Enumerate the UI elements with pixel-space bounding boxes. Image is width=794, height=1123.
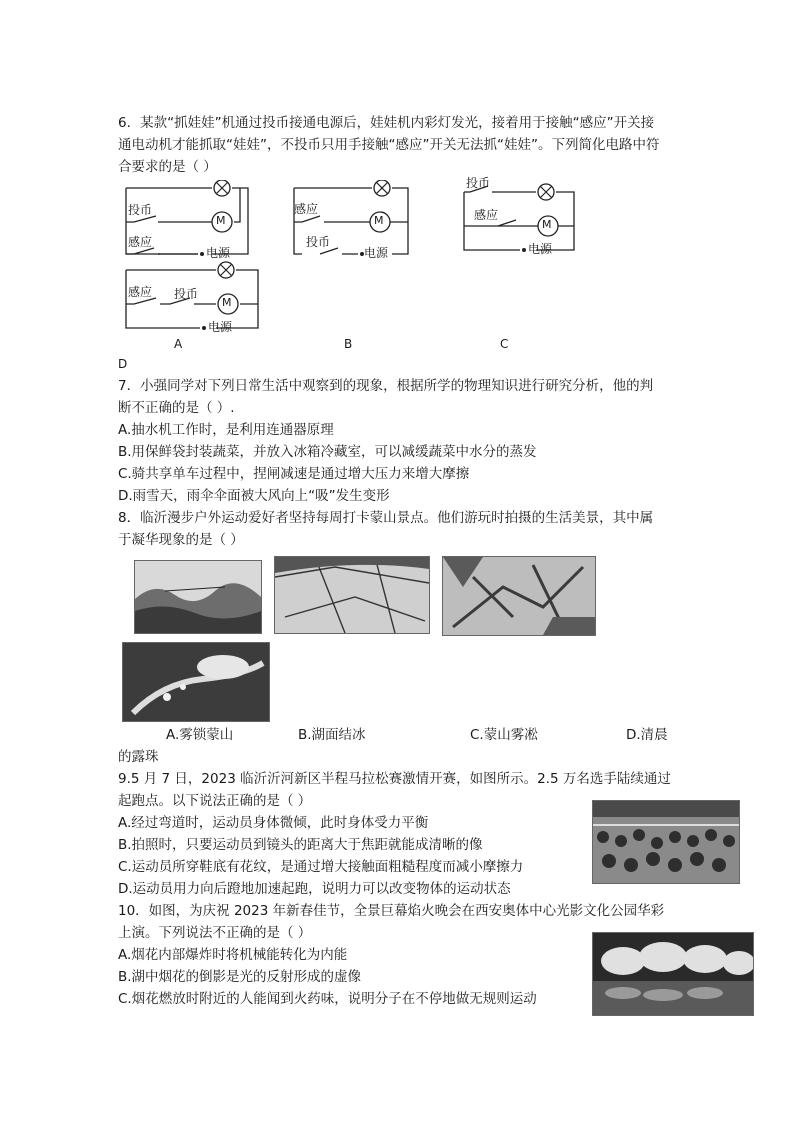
q8-option-d-continued: 的露珠 — [118, 749, 159, 765]
switch-coin-label: 投币 — [128, 203, 153, 217]
q9-stem-line2: 起跑点。以下说法正确的是（ ） — [118, 793, 312, 809]
q6-option-b-label: B — [344, 337, 353, 351]
switch-coin-label: 投币 — [174, 287, 199, 301]
q7-option-c: C.骑共享单车过程中，捏闸减速是通过增大压力来增大摩擦 — [118, 466, 470, 482]
switch-coin-label: 投币 — [306, 235, 331, 249]
switch-sense-label: 感应 — [474, 208, 499, 222]
q7-option-d: D.雨雪天，雨伞伞面被大风向上“吸”发生变形 — [118, 488, 390, 504]
q8-option-c: C.蒙山雾凇 — [470, 727, 538, 743]
q10-stem-line1: 10．如图，为庆祝 2023 年新春佳节，全景巨幕焰火晚会在西安奥体中心光影文化公园华彩 — [118, 903, 665, 919]
q9-option-a: A.经过弯道时，运动员身体微倾，此时身体受力平衡 — [118, 815, 429, 831]
photo-frozen-lake — [274, 556, 430, 634]
q9-option-c: C.运动员所穿鞋底有花纹，是通过增大接触面粗糙程度而减小摩擦力 — [118, 859, 524, 875]
photo-marathon — [592, 800, 740, 884]
q6-option-c-label: C — [500, 337, 509, 351]
q6-option-d-label: D — [118, 357, 128, 371]
q7-stem-line1: 7．小强同学对下列日常生活中观察到的现象，根据所学的物理知识进行研究分析，他的判 — [118, 378, 654, 394]
motor-label: M — [542, 218, 552, 231]
q9-stem-line1: 9.5 月 7 日，2023 临沂沂河新区半程马拉松赛激情开赛，如图所示。2.5 万名选手陆续通过 — [118, 771, 671, 787]
motor-label: M — [222, 296, 232, 309]
q6-stem-line2: 通电动机才能抓取“娃娃”，不投币只用手接触“感应”开关无法抓“娃娃”。下列简化电路中符 — [118, 137, 660, 153]
q10-option-b: B.湖中烟花的倒影是光的反射形成的虚像 — [118, 969, 362, 985]
q8-option-d: D.清晨 — [626, 727, 668, 743]
q7-stem-line2: 断不正确的是（ ）. — [118, 400, 235, 416]
photo-dew — [122, 642, 270, 722]
power-label: 电源 — [208, 320, 233, 334]
motor-label: M — [374, 214, 384, 227]
switch-sense-label: 感应 — [128, 285, 153, 299]
circuit-c — [458, 174, 588, 260]
q6-stem-line3: 合要求的是（ ） — [118, 159, 217, 175]
switch-sense-label: 感应 — [294, 202, 319, 216]
q10-stem-line2: 上演。下列说法不正确的是（ ） — [118, 925, 312, 941]
q8-option-a: A.雾锁蒙山 — [166, 727, 234, 743]
q6-option-a-label: A — [174, 337, 183, 351]
circuit-a — [120, 180, 260, 262]
q7-option-a: A.抽水机工作时，是利用连通器原理 — [118, 422, 334, 438]
q9-option-b: B.拍照时，只要运动员到镜头的距离大于焦距就能成清晰的像 — [118, 837, 483, 853]
q8-stem-line1: 8．临沂漫步户外运动爱好者坚持每周打卡蒙山景点。他们游玩时拍摄的生活美景，其中属 — [118, 510, 654, 526]
switch-coin-label: 投币 — [466, 176, 491, 190]
q10-option-c: C.烟花燃放时附近的人能闻到火药味，说明分子在不停地做无规则运动 — [118, 991, 537, 1007]
q8-stem-line2: 于凝华现象的是（ ） — [118, 532, 244, 548]
q7-option-b: B.用保鲜袋封装蔬菜，并放入冰箱冷藏室，可以减缓蔬菜中水分的蒸发 — [118, 444, 537, 460]
switch-sense-label: 感应 — [128, 235, 153, 249]
q8-option-b: B.湖面结冰 — [298, 727, 366, 743]
power-label: 电源 — [528, 242, 553, 256]
power-label: 电源 — [364, 246, 389, 260]
circuit-d — [120, 258, 265, 336]
q10-option-a: A.烟花内部爆炸时将机械能转化为内能 — [118, 947, 348, 963]
q9-option-d: D.运动员用力向后蹬地加速起跑，说明力可以改变物体的运动状态 — [118, 881, 511, 897]
motor-label: M — [216, 214, 226, 227]
photo-mist-mountain — [134, 560, 262, 634]
photo-rime — [442, 556, 596, 636]
photo-fireworks — [592, 932, 754, 1016]
power-label: 电源 — [206, 246, 231, 260]
q6-stem-line1: 6．某款“抓娃娃”机通过投币接通电源后，娃娃机内彩灯发光，接着用于接触“感应”开关接 — [118, 115, 655, 131]
circuit-b — [290, 180, 420, 262]
